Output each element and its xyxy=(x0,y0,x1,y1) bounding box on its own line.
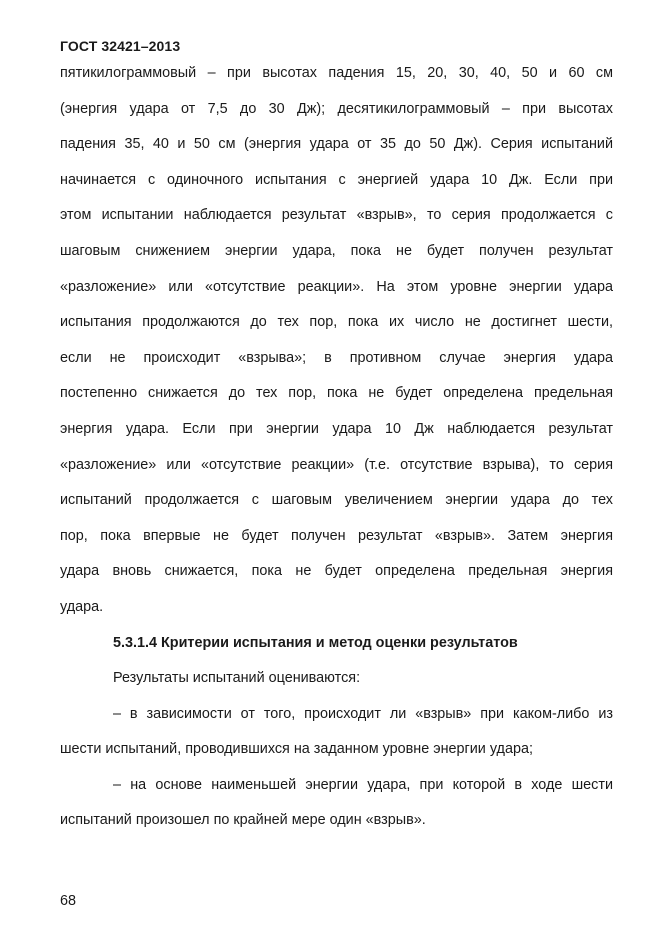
text-line: – в зависимости от того, происходит ли «взрыв» при каком-либо из xyxy=(113,705,613,722)
text-line: шаговым снижением энергии удара, пока не будет получен результат xyxy=(60,242,613,259)
text-line: испытаний продолжается с шаговым увеличением энергии удара до тех xyxy=(60,492,613,509)
paragraph-test-procedure xyxy=(60,61,613,631)
text-line: Результаты испытаний оцениваются: xyxy=(113,670,361,687)
text-line: падения 35, 40 и 50 см (энергия удара от 35 до 50 Дж). Серия испытаний xyxy=(60,136,613,153)
text-line: удара вновь снижается, пока не будет определена предельная энергия xyxy=(60,563,613,580)
document-header-standard-number: ГОСТ 32421–2013 xyxy=(60,38,181,54)
text-line: «разложение» или «отсутствие реакции». На этом уровне энергии удара xyxy=(60,278,613,295)
text-line: (энергия удара от 7,5 до 30 Дж); десятикилограммовый – при высотах xyxy=(60,100,613,117)
text-line: начинается с одиночного испытания с энергией удара 10 Дж. Если при xyxy=(60,171,613,188)
text-line: испытаний произошел по крайней мере один «взрыв». xyxy=(60,812,426,829)
text-line: постепенно снижается до тех пор, пока не будет определена предельная xyxy=(60,385,613,402)
section-heading-5-3-1-4: 5.3.1.4 Критерии испытания и метод оценки результатов xyxy=(113,634,518,651)
text-line: этом испытании наблюдается результат «взрыв», то серия продолжается с xyxy=(60,207,613,224)
list-item-criterion-1 xyxy=(60,702,613,773)
text-line: удара. xyxy=(60,598,104,615)
text-line: пор, пока впервые не будет получен результат «взрыв». Затем энергия xyxy=(60,527,613,544)
paragraph-results-intro xyxy=(60,666,613,702)
text-line: пятикилограммовый – при высотах падения 15, 20, 30, 40, 50 и 60 см xyxy=(60,65,613,81)
text-line: испытания продолжаются до тех пор, пока их число не достигнет шести, xyxy=(60,314,613,331)
text-line: если не происходит «взрыва»; в противном случае энергия удара xyxy=(60,349,613,366)
text-line: энергия удара. Если при энергии удара 10 Дж наблюдается результат xyxy=(60,420,613,437)
text-line: шести испытаний, проводившихся на заданном уровне энергии удара; xyxy=(60,741,533,758)
list-item-criterion-2 xyxy=(60,773,613,844)
page-body xyxy=(60,61,613,844)
text-line: «разложение» или «отсутствие реакции» (т.е. отсутствие взрыва), то серия xyxy=(60,456,613,473)
text-line: – на основе наименьшей энергии удара, при которой в ходе шести xyxy=(113,776,613,793)
page-number: 68 xyxy=(60,893,77,909)
